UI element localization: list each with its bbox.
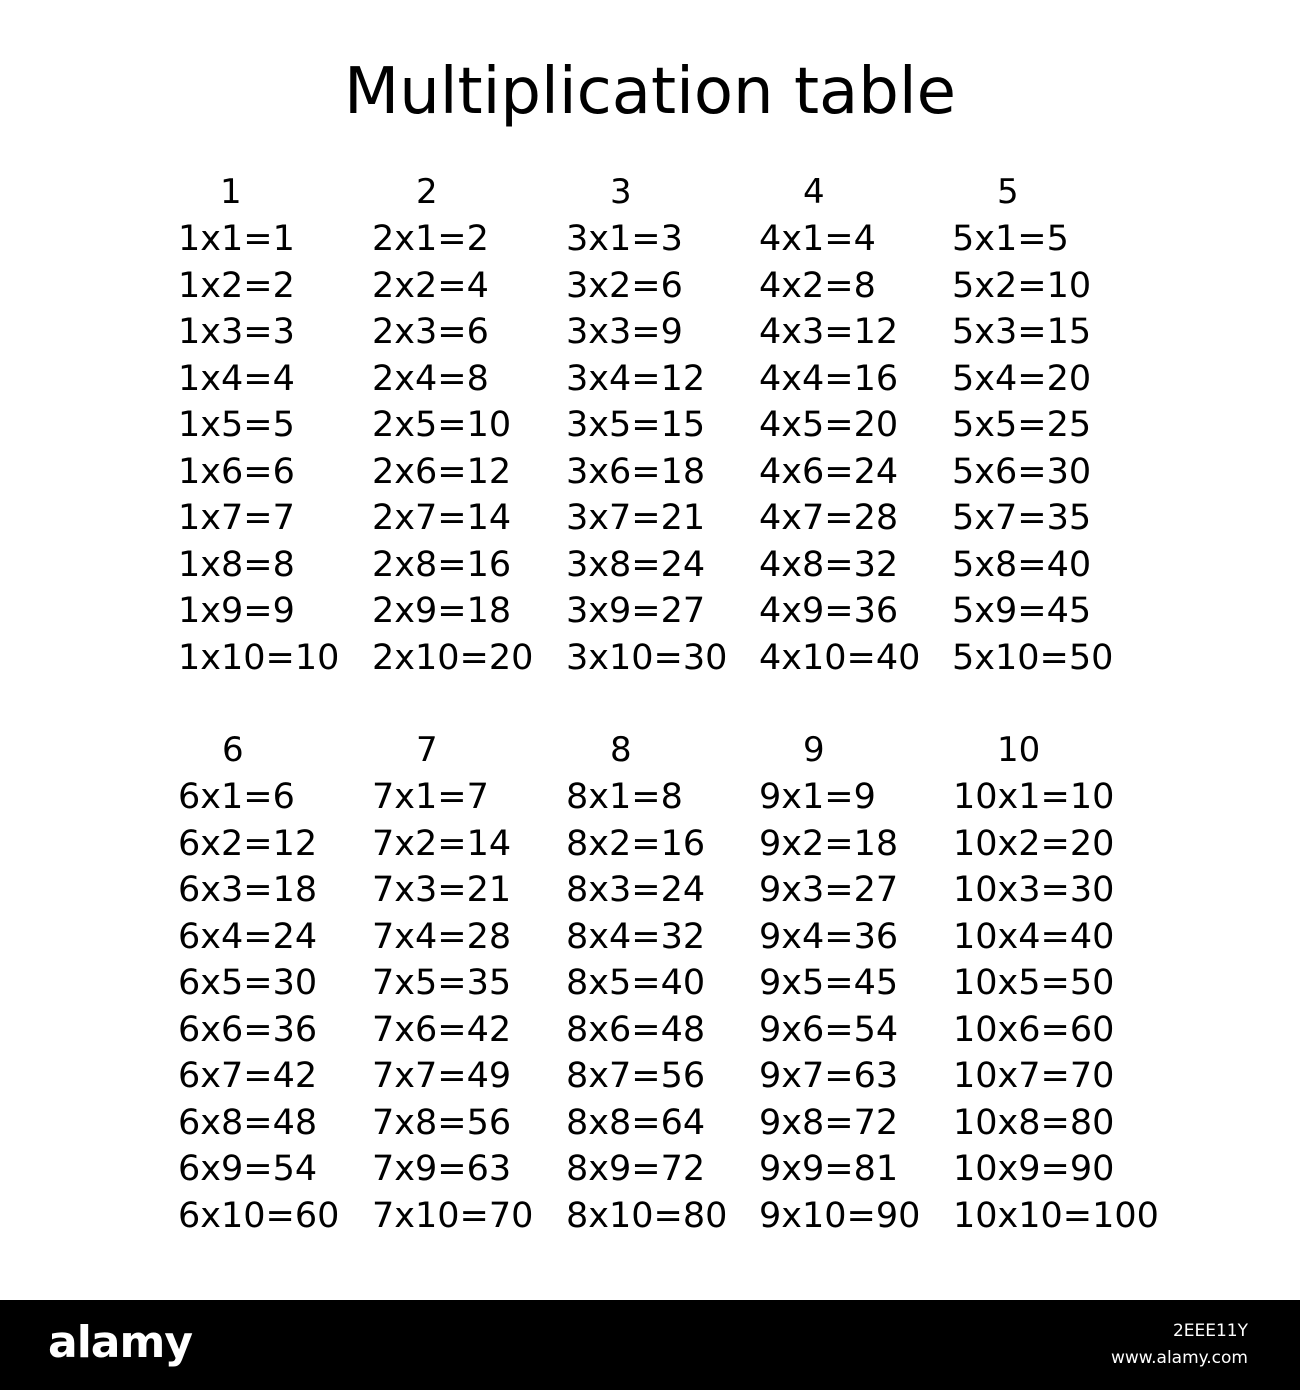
table-row: 6x9=54 <box>178 1149 318 1189</box>
table-row: 10x3=30 <box>953 870 1115 910</box>
table-row: 7x8=56 <box>372 1102 512 1143</box>
table-row: 10x7=70 <box>953 1056 1115 1096</box>
table-row: 2x4=8 <box>372 358 489 399</box>
table-row: 8x5=40 <box>566 963 706 1003</box>
table-row: 10x5=50 <box>953 963 1115 1003</box>
table-row: 9x1=9 <box>759 777 876 817</box>
table-row: 5x6=30 <box>952 451 1092 492</box>
table-row: 7x5=35 <box>372 963 512 1003</box>
table-row: 3x2=6 <box>566 265 683 306</box>
table-row: 1x8=8 <box>178 544 295 585</box>
table-row: 5x8=40 <box>952 544 1092 585</box>
table-row: 9x3=27 <box>759 870 899 910</box>
table-row: 4x10=40 <box>759 637 921 678</box>
table-row: 1x4=4 <box>178 358 295 399</box>
table-row: 9x4=36 <box>759 916 899 957</box>
table-row: 3x7=21 <box>566 498 706 538</box>
table-row: 10x1=10 <box>953 777 1115 817</box>
table-row: 6x7=42 <box>178 1056 318 1096</box>
table-row: 7x3=21 <box>372 870 512 910</box>
table-row: 10x9=90 <box>953 1149 1115 1189</box>
table-row: 5x1=5 <box>952 219 1069 259</box>
table-row: 9x2=18 <box>759 823 899 864</box>
table-row: 5x2=10 <box>952 265 1092 306</box>
table-row: 8x6=48 <box>566 1009 706 1050</box>
table-row: 1x10=10 <box>178 637 340 678</box>
table-row: 10x4=40 <box>953 916 1115 957</box>
table-header: 4 <box>803 172 825 212</box>
table-7 <box>372 726 567 1239</box>
table-row: 7x9=63 <box>372 1149 512 1189</box>
table-row: 6x3=18 <box>178 870 318 910</box>
table-header: 3 <box>610 172 632 212</box>
table-row: 5x9=45 <box>952 591 1092 631</box>
table-row: 9x10=90 <box>759 1195 921 1236</box>
table-1 <box>178 168 373 681</box>
table-row: 1x1=1 <box>178 219 295 259</box>
table-row: 9x6=54 <box>759 1009 899 1050</box>
table-header: 2 <box>416 172 438 212</box>
table-row: 4x8=32 <box>759 544 899 585</box>
table-row: 3x3=9 <box>566 312 683 352</box>
table-10 <box>953 726 1159 1239</box>
table-row: 2x8=16 <box>372 544 512 585</box>
table-row: 4x5=20 <box>759 405 899 445</box>
table-row: 10x2=20 <box>953 823 1115 864</box>
site-url: www.alamy.com <box>1110 1348 1248 1368</box>
table-6 <box>178 726 373 1239</box>
table-header: 1 <box>220 172 242 212</box>
table-row: 8x10=80 <box>566 1195 728 1236</box>
table-row: 4x9=36 <box>759 591 899 631</box>
table-9 <box>759 726 954 1239</box>
table-row: 8x9=72 <box>566 1149 706 1189</box>
table-row: 6x8=48 <box>178 1102 318 1143</box>
table-row: 2x5=10 <box>372 405 512 445</box>
table-row: 3x4=12 <box>566 358 706 399</box>
watermark-footer <box>0 1300 1300 1390</box>
table-row: 2x2=4 <box>372 265 489 306</box>
table-row: 4x6=24 <box>759 451 899 492</box>
table-row: 9x9=81 <box>759 1149 899 1189</box>
table-row: 3x6=18 <box>566 451 706 492</box>
table-8 <box>566 726 761 1239</box>
table-row: 1x7=7 <box>178 498 295 538</box>
table-row: 2x3=6 <box>372 312 489 352</box>
table-row: 10x6=60 <box>953 1009 1115 1050</box>
alamy-logo: alamy <box>48 1317 192 1368</box>
table-row: 8x8=64 <box>566 1102 706 1143</box>
table-row: 5x3=15 <box>952 312 1092 352</box>
table-row: 7x4=28 <box>372 916 512 957</box>
table-row: 3x1=3 <box>566 219 683 259</box>
table-row: 6x2=12 <box>178 823 318 864</box>
table-row: 1x9=9 <box>178 591 295 631</box>
table-row: 6x1=6 <box>178 777 295 817</box>
table-header: 9 <box>803 730 825 770</box>
table-row: 5x10=50 <box>952 637 1114 678</box>
table-row: 9x5=45 <box>759 963 899 1003</box>
table-row: 8x7=56 <box>566 1056 706 1096</box>
table-row: 4x4=16 <box>759 358 899 399</box>
table-3 <box>566 168 761 681</box>
table-row: 10x10=100 <box>953 1195 1159 1236</box>
table-row: 6x4=24 <box>178 916 318 957</box>
table-row: 6x6=36 <box>178 1009 318 1050</box>
table-row: 3x9=27 <box>566 591 706 631</box>
table-row: 4x3=12 <box>759 312 899 352</box>
table-row: 5x4=20 <box>952 358 1092 399</box>
table-row: 2x10=20 <box>372 637 534 678</box>
table-row: 1x6=6 <box>178 451 295 492</box>
table-2 <box>372 168 567 681</box>
table-row: 2x1=2 <box>372 219 489 259</box>
table-header: 10 <box>997 730 1041 770</box>
page-title: Multiplication table <box>343 55 957 129</box>
table-row: 2x6=12 <box>372 451 512 492</box>
table-header: 6 <box>222 730 244 770</box>
table-row: 7x6=42 <box>372 1009 512 1050</box>
table-header: 5 <box>997 172 1019 212</box>
table-row: 8x4=32 <box>566 916 706 957</box>
table-row: 7x2=14 <box>372 823 512 864</box>
table-row: 10x8=80 <box>953 1102 1115 1143</box>
table-row: 7x1=7 <box>372 777 489 817</box>
table-row: 1x5=5 <box>178 405 295 445</box>
table-row: 8x2=16 <box>566 823 706 864</box>
table-row: 1x3=3 <box>178 312 295 352</box>
table-row: 3x8=24 <box>566 544 706 585</box>
table-row: 7x10=70 <box>372 1195 534 1236</box>
image-id: 2EEE11Y <box>1172 1321 1248 1341</box>
table-row: 5x5=25 <box>952 405 1092 445</box>
table-row: 7x7=49 <box>372 1056 512 1096</box>
table-row: 9x7=63 <box>759 1056 899 1096</box>
table-row: 4x1=4 <box>759 219 876 259</box>
table-header: 7 <box>416 730 438 770</box>
table-row: 8x3=24 <box>566 870 706 910</box>
table-row: 2x7=14 <box>372 498 512 538</box>
table-row: 6x10=60 <box>178 1195 340 1236</box>
table-row: 3x5=15 <box>566 405 706 445</box>
table-5 <box>952 168 1147 681</box>
table-row: 4x7=28 <box>759 498 899 538</box>
table-row: 9x8=72 <box>759 1102 899 1143</box>
table-row: 4x2=8 <box>759 265 876 306</box>
table-row: 2x9=18 <box>372 591 512 631</box>
table-row: 3x10=30 <box>566 637 728 678</box>
table-row: 5x7=35 <box>952 498 1092 538</box>
table-row: 8x1=8 <box>566 777 683 817</box>
table-row: 6x5=30 <box>178 963 318 1003</box>
table-4 <box>759 168 954 681</box>
table-row: 1x2=2 <box>178 265 295 306</box>
table-header: 8 <box>610 730 632 770</box>
